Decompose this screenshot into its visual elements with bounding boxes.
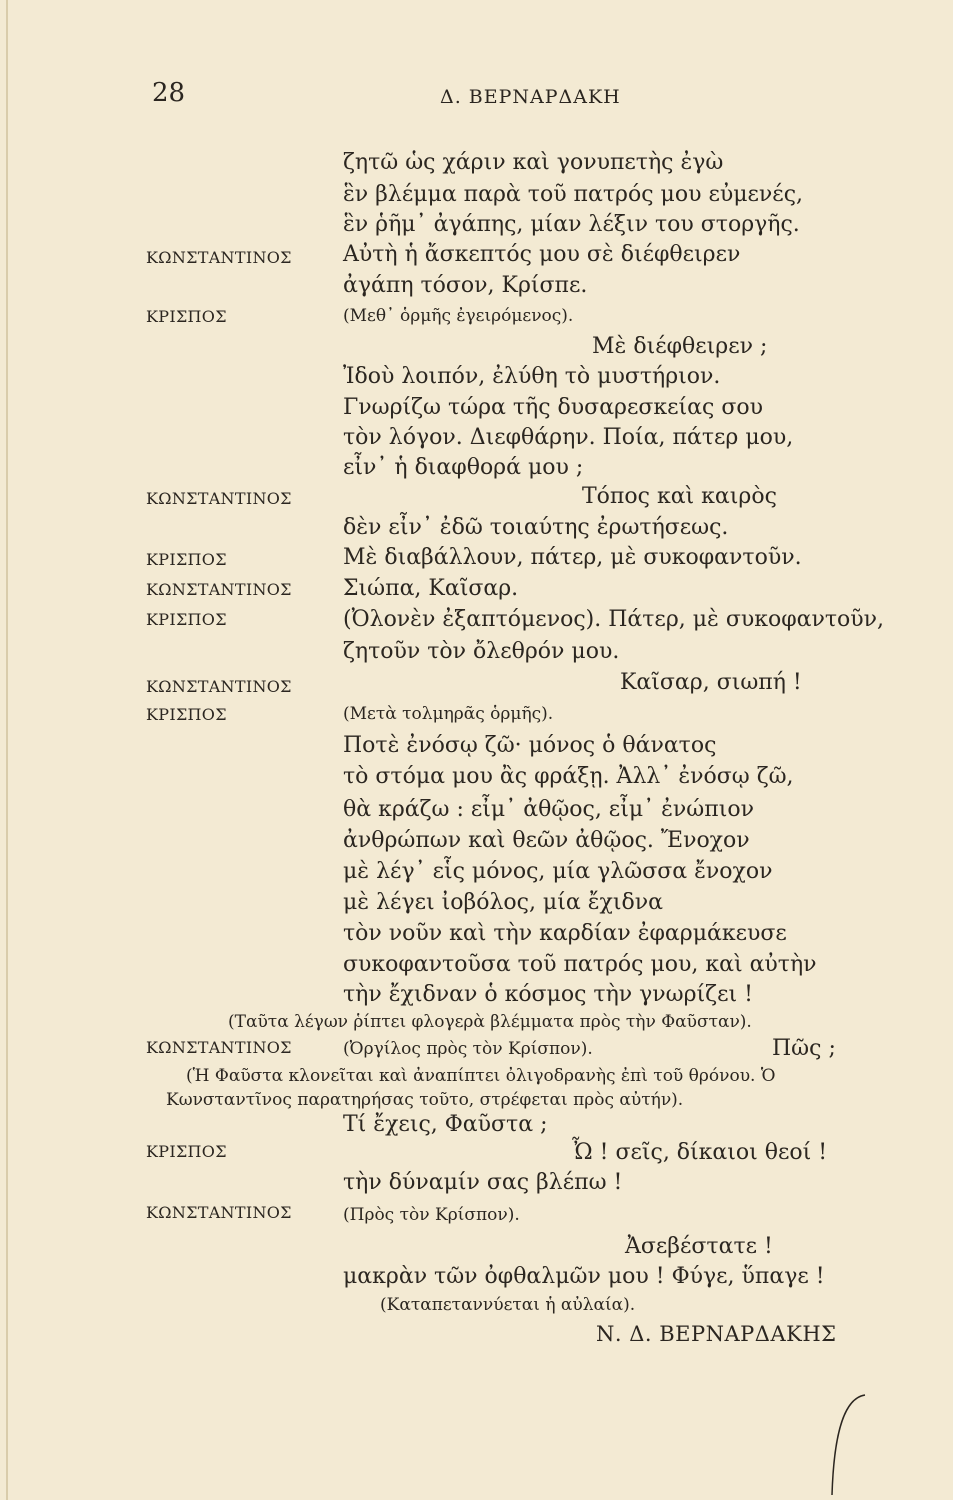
verse-line: ἓν ῥῆμ᾽ ἀγάπης, μίαν λέξιν του στοργῆς. <box>343 212 800 237</box>
verse-line: Ὦ ! σεῖς, δίκαιοι θεοί ! <box>572 1140 828 1165</box>
verse-line: Ἰδοὺ λοιπόν, ἐλύθη τὸ μυστήριον. <box>343 364 721 389</box>
page-number: 28 <box>152 78 186 108</box>
verse-line: μὲ λέγει ἰοβόλος, μία ἔχιδνα <box>343 890 663 915</box>
speaker-label: ΚΩΝΣΤΑΝΤΙΝΟΣ <box>146 677 292 696</box>
stage-direction: (Ταῦτα λέγων ῥίπτει φλογερὰ βλέμματα πρὸς τὴν Φαῦσταν). <box>228 1012 752 1032</box>
verse-line: τὸν νοῦν καὶ τὴν καρδίαν ἐφαρμάκευσε <box>343 921 787 946</box>
stage-direction: (Μεθ᾽ ὁρμῆς ἐγειρόμενος). <box>343 306 574 326</box>
verse-line: Αὐτὴ ἡ ἄσκεπτός μου σὲ διέφθειρεν <box>343 242 741 267</box>
running-title: Δ. ΒΕΡΝΑΡΔΑΚΗ <box>440 86 621 108</box>
verse-line: ἀγάπη τόσον, Κρίσπε. <box>343 273 588 298</box>
stage-direction: (Καταπεταννύεται ἡ αὐλαία). <box>380 1295 636 1315</box>
verse-line: τὴν δύναμίν σας βλέπω ! <box>343 1170 623 1195</box>
verse-line: Σιώπα, Καῖσαρ. <box>343 576 519 601</box>
verse-line: θὰ κράζω : εἶμ᾽ ἀθῷος, εἶμ᾽ ἐνώπιον <box>343 797 754 822</box>
verse-line: ἓν βλέμμα παρὰ τοῦ πατρός μου εὐμενές, <box>343 182 804 207</box>
verse-line: Πῶς ; <box>772 1036 836 1061</box>
verse-line: εἶν᾽ ἡ διαφθορά μου ; <box>343 455 584 480</box>
verse-line: Μὲ διαβάλλουν, πάτερ, μὲ συκοφαντοῦν. <box>343 545 802 570</box>
verse-line: Τί ἔχεις, Φαῦστα ; <box>343 1112 548 1137</box>
stage-direction: (Ὀργίλος πρὸς τὸν Κρίσπον). <box>343 1039 593 1059</box>
verse-line: Ἀσεβέστατε ! <box>625 1234 773 1259</box>
verse-line: Μὲ διέφθειρεν ; <box>592 334 768 359</box>
verse-line: (Ὀλονὲν ἐξαπτόμενος). Πάτερ, μὲ συκοφαντοῦν, <box>343 607 885 632</box>
verse-line: ἀνθρώπων καὶ θεῶν ἀθῷος. Ἔνοχον <box>343 828 750 853</box>
verse-line: ζητοῦν τὸν ὄλεθρόν μου. <box>343 639 620 664</box>
verse-line: τὸ στόμα μου ἂς φράξῃ. Ἀλλ᾽ ἐνόσῳ ζῶ, <box>343 764 794 789</box>
speaker-label: ΚΡΙΣΠΟΣ <box>146 307 227 326</box>
verse-line: Γνωρίζω τώρα τῆς δυσαρεσκείας σου <box>343 395 763 420</box>
speaker-label: ΚΡΙΣΠΟΣ <box>146 610 227 629</box>
verse-line: τὸν λόγον. Διεφθάρην. Ποία, πάτερ μου, <box>343 425 794 450</box>
page-header <box>0 78 953 118</box>
verse-line: δὲν εἶν᾽ ἐδῶ τοιαύτης ἐρωτήσεως. <box>343 515 729 540</box>
margin-mark <box>820 1390 870 1500</box>
speaker-label: ΚΡΙΣΠΟΣ <box>146 705 227 724</box>
verse-line: ζητῶ ὡς χάριν καὶ γονυπετὴς ἐγὼ <box>343 150 724 175</box>
speaker-label: ΚΩΝΣΤΑΝΤΙΝΟΣ <box>146 1038 292 1057</box>
verse-line: τὴν ἔχιδναν ὁ κόσμος τὴν γνωρίζει ! <box>343 982 753 1007</box>
speaker-label: ΚΡΙΣΠΟΣ <box>146 1142 227 1161</box>
stage-direction: (Ἡ Φαῦστα κλονεῖται καὶ ἀναπίπτει ὀλιγοδρανὴς ἐπὶ τοῦ θρόνου. Ὁ <box>186 1066 776 1086</box>
speaker-label: ΚΡΙΣΠΟΣ <box>146 550 227 569</box>
stage-direction: (Πρὸς τὸν Κρίσπον). <box>343 1205 520 1225</box>
verse-line: Καῖσαρ, σιωπή ! <box>620 670 802 695</box>
verse-line: μὲ λέγ᾽ εἷς μόνος, μία γλῶσσα ἔνοχον <box>343 859 773 884</box>
stage-direction: (Μετὰ τολμηρᾶς ὁρμῆς). <box>343 704 554 724</box>
stage-direction: Κωνσταντῖνος παρατηρήσας τοῦτο, στρέφεται πρὸς αὐτήν). <box>166 1090 684 1110</box>
speaker-label: ΚΩΝΣΤΑΝΤΙΝΟΣ <box>146 580 292 599</box>
speaker-label: ΚΩΝΣΤΑΝΤΙΝΟΣ <box>146 489 292 508</box>
author-signature: Ν. Δ. ΒΕΡΝΑΡΔΑΚΗΣ <box>596 1322 837 1346</box>
speaker-label: ΚΩΝΣΤΑΝΤΙΝΟΣ <box>146 248 292 267</box>
verse-line: Τόπος καὶ καιρὸς <box>582 484 777 509</box>
page-edge <box>6 0 8 1500</box>
verse-line: μακρὰν τῶν ὀφθαλμῶν μου ! Φύγε, ὕπαγε ! <box>343 1264 825 1289</box>
verse-line: Ποτὲ ἐνόσῳ ζῶ· μόνος ὁ θάνατος <box>343 733 717 758</box>
verse-line: συκοφαντοῦσα τοῦ πατρός μου, καὶ αὐτὴν <box>343 952 817 977</box>
speaker-label: ΚΩΝΣΤΑΝΤΙΝΟΣ <box>146 1203 292 1222</box>
